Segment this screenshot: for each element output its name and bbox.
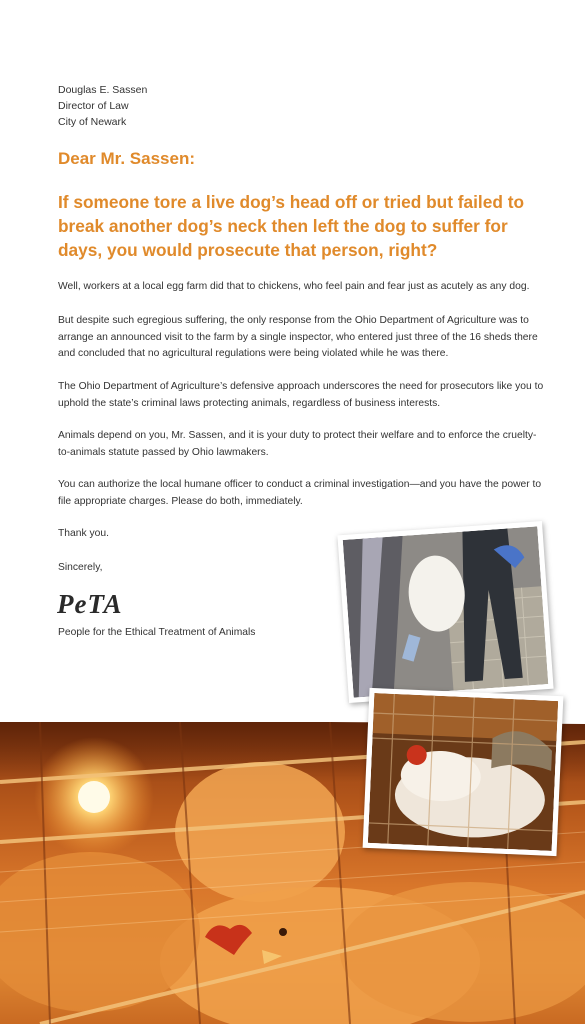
closing-line: Sincerely, — [58, 562, 103, 573]
peta-logo: PeTA — [57, 589, 123, 619]
paragraph-5: You can authorize the local humane officer to conduct a criminal investigation—and you have the power to file appropriate charges. Please do both, immediately. — [58, 479, 542, 507]
paragraph-2: But despite such egregious suffering, the only response from the Ohio Department of Agriculture was to arrange an announced visit to the farm by a single inspector, who entered just three of the 16 sheds there and concluded that no agricultural regulations were being violated while he was there. — [58, 315, 538, 359]
signature-org: People for the Ethical Treatment of Animals — [58, 627, 256, 638]
paragraph-1: Well, workers at a local egg farm did that to chickens, who feel pain and fear just as acutely as any dog. — [58, 281, 530, 292]
thanks-line: Thank you. — [58, 528, 109, 539]
worker-scene — [343, 526, 549, 697]
inset-photo-worker — [337, 521, 553, 703]
paragraph-4: Animals depend on you, Mr. Sassen, and it is your duty to protect their welfare and to enforce the cruelty-to-animals statute passed by Ohio lawmakers. — [58, 430, 537, 458]
recipient-org: City of Newark — [58, 116, 127, 128]
hen-scene — [368, 693, 558, 851]
headline: If someone tore a live dog’s head off or tried but failed to break another dog’s neck then left the dog to suffer for days, you would prosecute that person, right? — [58, 192, 525, 260]
recipient-name: Douglas E. Sassen — [58, 84, 148, 96]
address-block — [58, 82, 147, 130]
recipient-title: Director of Law — [58, 100, 129, 112]
salutation: Dear Mr. Sassen: — [58, 149, 196, 168]
paragraph-3: The Ohio Department of Agriculture’s defensive approach underscores the need for prosecutors like you to uphold the state’s criminal laws protecting animals, regardless of business interests. — [58, 381, 544, 409]
inset-photo-hen — [363, 688, 564, 856]
